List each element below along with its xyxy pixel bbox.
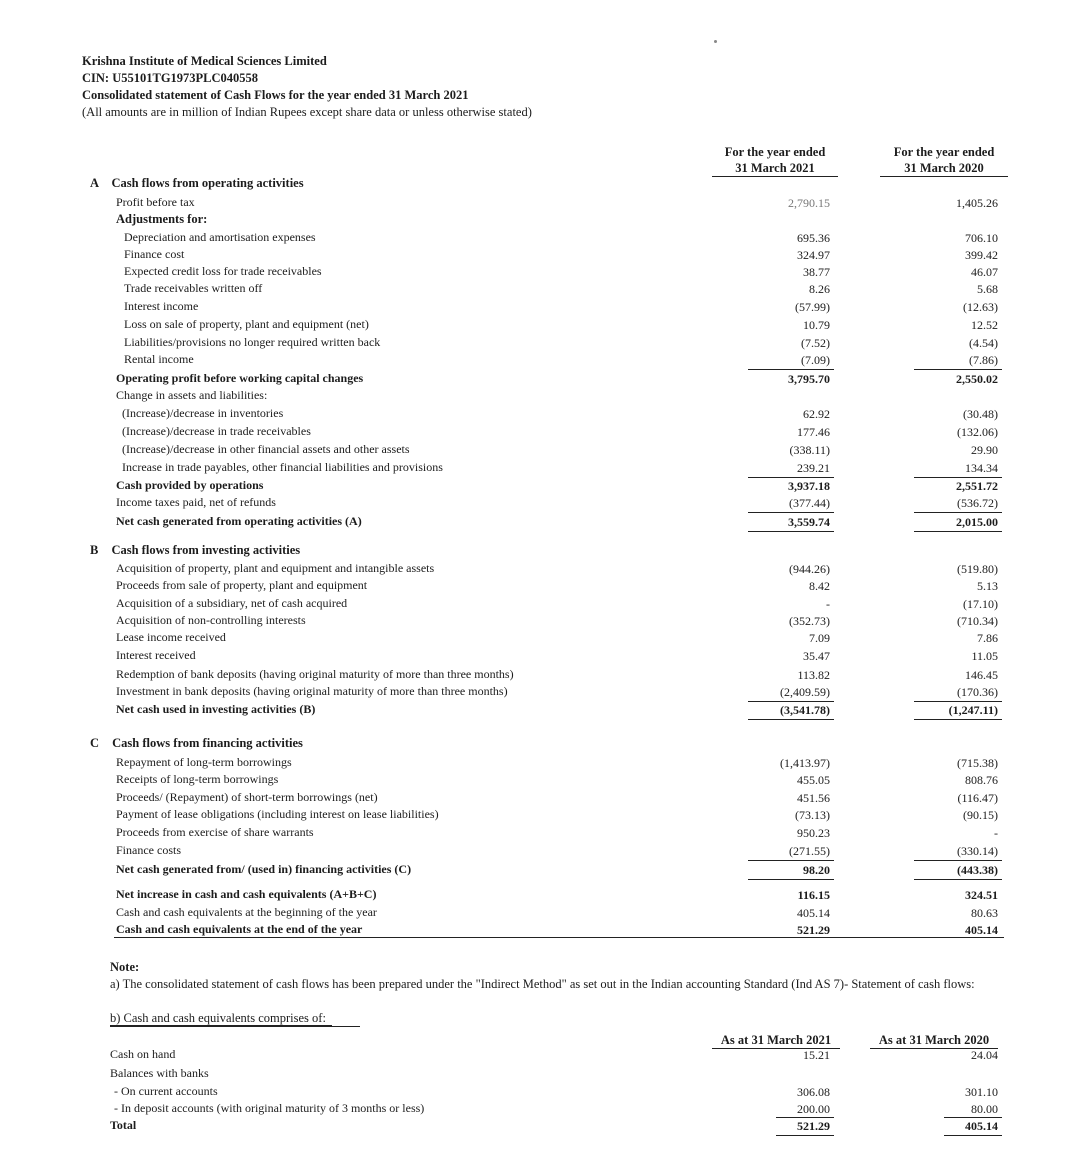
subtotal-rule [914,512,1002,513]
table-row [0,1084,1080,1101]
section-b-heading [90,543,300,558]
note-column-2021-label: As at 31 March 2021 [712,1032,840,1049]
row-label: (Increase)/decrease in inventories [122,406,284,420]
row-value-2020: 80.63 [971,906,998,920]
table-row [0,825,1080,842]
row-value-2020: 46.07 [971,265,998,279]
row-label: Cash and cash equivalents at the end of the year [116,922,363,936]
table-row [0,843,1080,860]
table-row [0,514,1080,531]
row-value-2021: 455.05 [797,773,830,787]
row-value-2021: (7.09) [801,353,830,367]
table-row [0,247,1080,264]
section-b-title: Cash flows from investing activities [111,543,301,557]
row-value-2021: (3,541.78) [780,703,830,717]
row-value-2021: 2,790.15 [788,196,830,210]
note-b-underline [110,1026,360,1027]
table-row [0,1047,1080,1064]
row-value-2021: 116.15 [797,888,830,902]
row-value-2021: - [826,597,830,611]
row-label: - In deposit accounts (with original maturity of 3 months or less) [114,1101,425,1115]
row-value-2020: 24.04 [971,1048,998,1062]
row-value-2020: (17.10) [963,597,998,611]
row-value-2021: 8.42 [809,579,830,593]
row-value-2020: 324.51 [965,888,998,902]
row-label: Lease income received [116,630,226,644]
table-row [0,1101,1080,1118]
row-label: Depreciation and amortisation expenses [124,230,316,244]
total-rule [914,531,1002,532]
row-value-2021: 3,937.18 [788,479,830,493]
subtotal-rule [748,369,834,370]
row-label: Rental income [124,352,194,366]
row-value-2020: (12.63) [963,300,998,314]
section-c-title: Cash flows from financing activities [112,736,303,750]
section-a-title: Cash flows from operating activities [111,176,304,190]
row-value-2020: 7.86 [977,631,998,645]
row-value-2021: 98.20 [803,863,830,877]
row-value-2020: 1,405.26 [956,196,998,210]
row-value-2020: 2,015.00 [956,515,998,529]
row-value-2021: 324.97 [797,248,830,262]
table-row [0,406,1080,423]
row-label: Income taxes paid, net of refunds [116,495,276,509]
row-label: Finance cost [124,247,185,261]
section-c-letter: C [90,736,100,750]
statement-subtitle: (All amounts are in million of Indian Rupees except share data or unless otherwise stated) [82,105,532,119]
row-value-2021: 38.77 [803,265,830,279]
table-row [0,905,1080,922]
table-row [0,352,1080,369]
note-column-2020-label: As at 31 March 2020 [870,1032,998,1049]
row-label: Balances with banks [110,1066,209,1080]
table-row [0,495,1080,512]
total-rule [748,531,834,532]
note-a-text: a) The consolidated statement of cash flows has been prepared under the "Indirect Method" as set out in the Indian accounting Standard (Ind AS 7)- Statement of cash flows: [110,977,975,991]
row-label: (Increase)/decrease in other financial assets and other assets [122,442,410,456]
table-row [0,862,1080,879]
row-value-2020: 2,551.72 [956,479,998,493]
row-label: Cash on hand [110,1047,176,1061]
row-label: Repayment of long-term borrowings [116,755,292,769]
row-value-2021: 10.79 [803,318,830,332]
table-row [0,1066,1080,1083]
row-value-2021: 521.29 [797,1119,830,1133]
table-row [0,772,1080,789]
section-c-heading [90,736,303,751]
row-value-2020: (116.47) [957,791,998,805]
row-value-2020: 399.42 [965,248,998,262]
row-label: Total [110,1118,137,1132]
row-value-2021: (338.11) [789,443,830,457]
row-label: Redemption of bank deposits (having original maturity of more than three months) [116,667,514,681]
row-value-2020: 5.13 [977,579,998,593]
table-row [0,578,1080,595]
row-value-2020: (330.14) [957,844,998,858]
row-value-2020: 80.00 [971,1102,998,1116]
row-value-2021: 3,559.74 [788,515,830,529]
table-row [0,561,1080,578]
row-label: Loss on sale of property, plant and equipment (net) [124,317,369,331]
row-value-2020: 11.05 [971,649,998,663]
row-value-2021: 35.47 [803,649,830,663]
table-row [0,613,1080,630]
row-value-2020: (443.38) [957,863,998,877]
table-row [0,460,1080,477]
row-label: - On current accounts [114,1084,218,1098]
table-row [0,596,1080,613]
row-label: Expected credit loss for trade receivables [124,264,322,278]
row-value-2020: 706.10 [965,231,998,245]
row-value-2021: 950.23 [797,826,830,840]
table-row [0,230,1080,247]
closing-rule [114,937,1004,938]
row-value-2020: (536.72) [957,496,998,510]
row-value-2020: 29.90 [971,443,998,457]
row-value-2021: (944.26) [789,562,830,576]
row-label: Payment of lease obligations (including interest on lease liabilities) [116,807,439,821]
row-value-2021: (2,409.59) [780,685,830,699]
row-value-2021: 8.26 [809,282,830,296]
subtotal-rule [748,860,834,861]
row-label: Net cash used in investing activities (B) [116,702,316,716]
row-value-2021: (57.99) [795,300,830,314]
table-row [0,195,1080,212]
row-value-2020: (1,247.11) [948,703,998,717]
row-value-2020: (132.06) [957,425,998,439]
table-row [0,317,1080,334]
row-label: Acquisition of a subsidiary, net of cash acquired [116,596,348,610]
row-label: Acquisition of property, plant and equipment and intangible assets [116,561,435,575]
row-value-2020: 301.10 [965,1085,998,1099]
row-value-2020: (170.36) [957,685,998,699]
row-label: Operating profit before working capital changes [116,371,364,385]
row-value-2021: 62.92 [803,407,830,421]
column-header-2021-line2: 31 March 2021 [712,160,838,177]
table-row [0,702,1080,719]
row-value-2021: 3,795.70 [788,372,830,386]
row-value-2020: (30.48) [963,407,998,421]
column-header-2020-line1: For the year ended [893,145,995,159]
total-rule [748,879,834,880]
total-rule [776,1135,834,1136]
cin-number: CIN: U55101TG1973PLC040558 [82,71,259,85]
row-label: Proceeds from exercise of share warrants [116,825,314,839]
table-row [0,478,1080,495]
row-label: Proceeds from sale of property, plant and equipment [116,578,368,592]
column-header-2021-line1: For the year ended [724,145,826,159]
row-value-2021: 177.46 [797,425,830,439]
row-label: Increase in trade payables, other financial liabilities and provisions [122,460,443,474]
row-label: Change in assets and liabilities: [116,388,268,402]
table-row [0,1118,1080,1135]
table-row [0,299,1080,316]
section-b-letter: B [90,543,99,557]
row-value-2020: 134.34 [965,461,998,475]
row-value-2020: 405.14 [965,1119,998,1133]
table-row [0,335,1080,352]
note-b-label: b) Cash and cash equivalents comprises of: [110,1011,332,1026]
row-label: Liabilities/provisions no longer required written back [124,335,381,349]
row-label: Profit before tax [116,195,195,209]
row-label: Interest income [124,299,199,313]
row-value-2021: 113.82 [797,668,830,682]
row-value-2021: 451.56 [797,791,830,805]
row-label: Cash provided by operations [116,478,264,492]
table-row [0,424,1080,441]
row-value-2020: - [994,826,998,840]
table-row [0,755,1080,772]
column-header-2020 [880,144,1008,177]
row-label: Net cash generated from/ (used in) financing activities (C) [116,862,412,876]
subtotal-rule [914,369,1002,370]
note-heading: Note: [110,960,140,974]
table-row [0,264,1080,281]
row-value-2020: (90.15) [963,808,998,822]
row-value-2021: (73.13) [795,808,830,822]
row-value-2021: 239.21 [797,461,830,475]
table-row [0,790,1080,807]
row-value-2021: 15.21 [803,1048,830,1062]
row-value-2020: 12.52 [971,318,998,332]
total-rule [914,719,1002,720]
table-row [0,388,1080,405]
row-label: (Increase)/decrease in trade receivables [122,424,311,438]
row-value-2021: 405.14 [797,906,830,920]
section-a-letter: A [90,176,99,190]
row-label: Net cash generated from operating activities (A) [116,514,362,528]
section-a-heading [90,176,304,191]
row-value-2020: (519.80) [957,562,998,576]
subtotal-rule [748,512,834,513]
table-row [0,887,1080,904]
row-value-2021: 200.00 [797,1102,830,1116]
column-header-2020-line2: 31 March 2020 [880,160,1008,177]
row-value-2021: 306.08 [797,1085,830,1099]
row-value-2020: 5.68 [977,282,998,296]
row-value-2020: (710.34) [957,614,998,628]
total-rule [748,719,834,720]
row-value-2021: (377.44) [789,496,830,510]
table-row [0,630,1080,647]
total-rule [944,1135,1002,1136]
subtotal-rule [914,860,1002,861]
row-value-2020: 405.14 [965,923,998,937]
row-label: Adjustments for: [116,212,208,226]
row-label: Net increase in cash and cash equivalents (A+B+C) [116,887,377,901]
row-value-2021: (271.55) [789,844,830,858]
row-label: Trade receivables written off [124,281,263,295]
statement-title: Consolidated statement of Cash Flows for the year ended 31 March 2021 [82,88,469,102]
row-value-2020: (715.38) [957,756,998,770]
row-value-2020: (4.54) [969,336,998,350]
row-value-2021: (7.52) [801,336,830,350]
scan-mark [714,40,717,43]
row-label: Investment in bank deposits (having original maturity of more than three months) [116,684,508,698]
table-row [0,281,1080,298]
row-label: Finance costs [116,843,181,857]
column-header-2021 [712,144,838,177]
row-label: Receipts of long-term borrowings [116,772,279,786]
table-row [0,371,1080,388]
table-row [0,667,1080,684]
row-value-2020: 808.76 [965,773,998,787]
row-value-2021: 695.36 [797,231,830,245]
table-row [0,684,1080,701]
row-label: Acquisition of non-controlling interests [116,613,306,627]
table-row [0,212,1080,229]
table-row [0,807,1080,824]
row-label: Proceeds/ (Repayment) of short-term borrowings (net) [116,790,378,804]
row-value-2021: (352.73) [789,614,830,628]
row-value-2020: (7.86) [969,353,998,367]
note-b-text [110,1010,1020,1027]
total-rule [914,879,1002,880]
row-label: Cash and cash equivalents at the beginning of the year [116,905,377,919]
row-label: Interest received [116,648,196,662]
table-row [0,442,1080,459]
row-value-2021: (1,413.97) [780,756,830,770]
company-name: Krishna Institute of Medical Sciences Limited [82,54,327,68]
row-value-2021: 7.09 [809,631,830,645]
row-value-2021: 521.29 [797,923,830,937]
row-value-2020: 146.45 [965,668,998,682]
table-row [0,648,1080,665]
row-value-2020: 2,550.02 [956,372,998,386]
